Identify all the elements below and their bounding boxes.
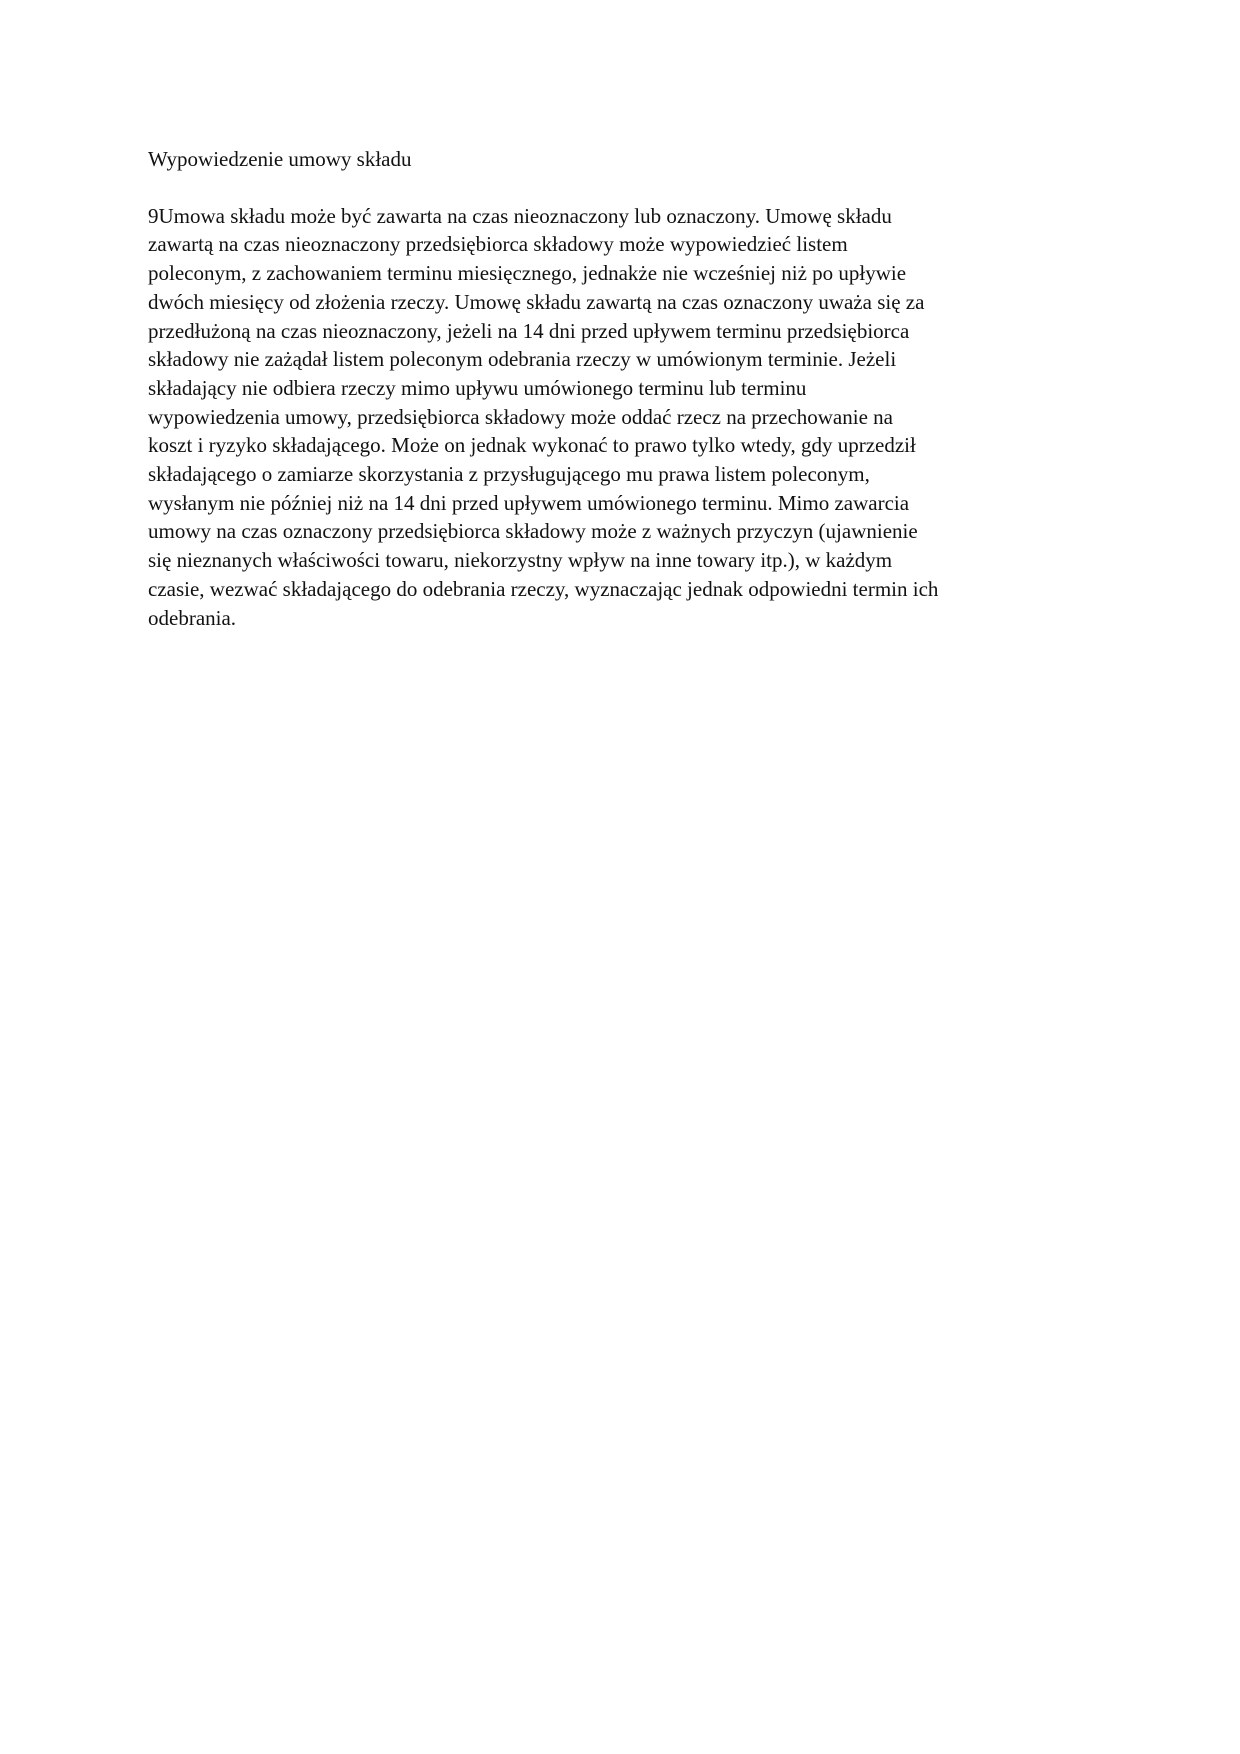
document-paragraph bbox=[148, 202, 1098, 633]
paragraph-line: odebrania. bbox=[148, 605, 237, 630]
paragraph-line: składający nie odbiera rzeczy mimo upływu umówionego terminu lub terminu bbox=[148, 375, 807, 400]
paragraph-line: zawartą na czas nieoznaczony przedsiębiorca składowy może wypowiedzieć listem bbox=[148, 232, 848, 257]
paragraph-line: przedłużoną na czas nieoznaczony, jeżeli na 14 dni przed upływem terminu przedsiębiorca bbox=[148, 318, 910, 343]
paragraph-line: składającego o zamiarze skorzystania z przysługującego mu prawa listem poleconym, bbox=[148, 462, 870, 487]
paragraph-line: wypowiedzenia umowy, przedsiębiorca składowy może oddać rzecz na przechowanie na bbox=[148, 404, 893, 429]
paragraph-line: poleconym, z zachowaniem terminu miesięcznego, jednakże nie wcześniej niż po upływie bbox=[148, 261, 907, 286]
paragraph-line: 9Umowa składu może być zawarta na czas nieoznaczony lub oznaczony. Umowę składu bbox=[148, 203, 892, 228]
paragraph-line: umowy na czas oznaczony przedsiębiorca składowy może z ważnych przyczyn (ujawnienie bbox=[148, 519, 918, 544]
paragraph-line: koszt i ryzyko składającego. Może on jednak wykonać to prawo tylko wtedy, gdy uprzedził bbox=[148, 433, 916, 458]
paragraph-line: dwóch miesięcy od złożenia rzeczy. Umowę składu zawartą na czas oznaczony uważa się za bbox=[148, 289, 925, 314]
paragraph-line: się nieznanych właściwości towaru, niekorzystny wpływ na inne towary itp.), w każdym bbox=[148, 548, 893, 573]
paragraph-line: wysłanym nie później niż na 14 dni przed upływem umówionego terminu. Mimo zawarcia bbox=[148, 490, 910, 515]
paragraph-line: czasie, wezwać składającego do odebrania rzeczy, wyznaczając jednak odpowiedni termin ich bbox=[148, 576, 939, 601]
paragraph-line: składowy nie zażądał listem poleconym odebrania rzeczy w umówionym terminie. Jeżeli bbox=[148, 347, 897, 372]
document-title: Wypowiedzenie umowy składu bbox=[148, 147, 412, 171]
document-content bbox=[148, 145, 1098, 632]
